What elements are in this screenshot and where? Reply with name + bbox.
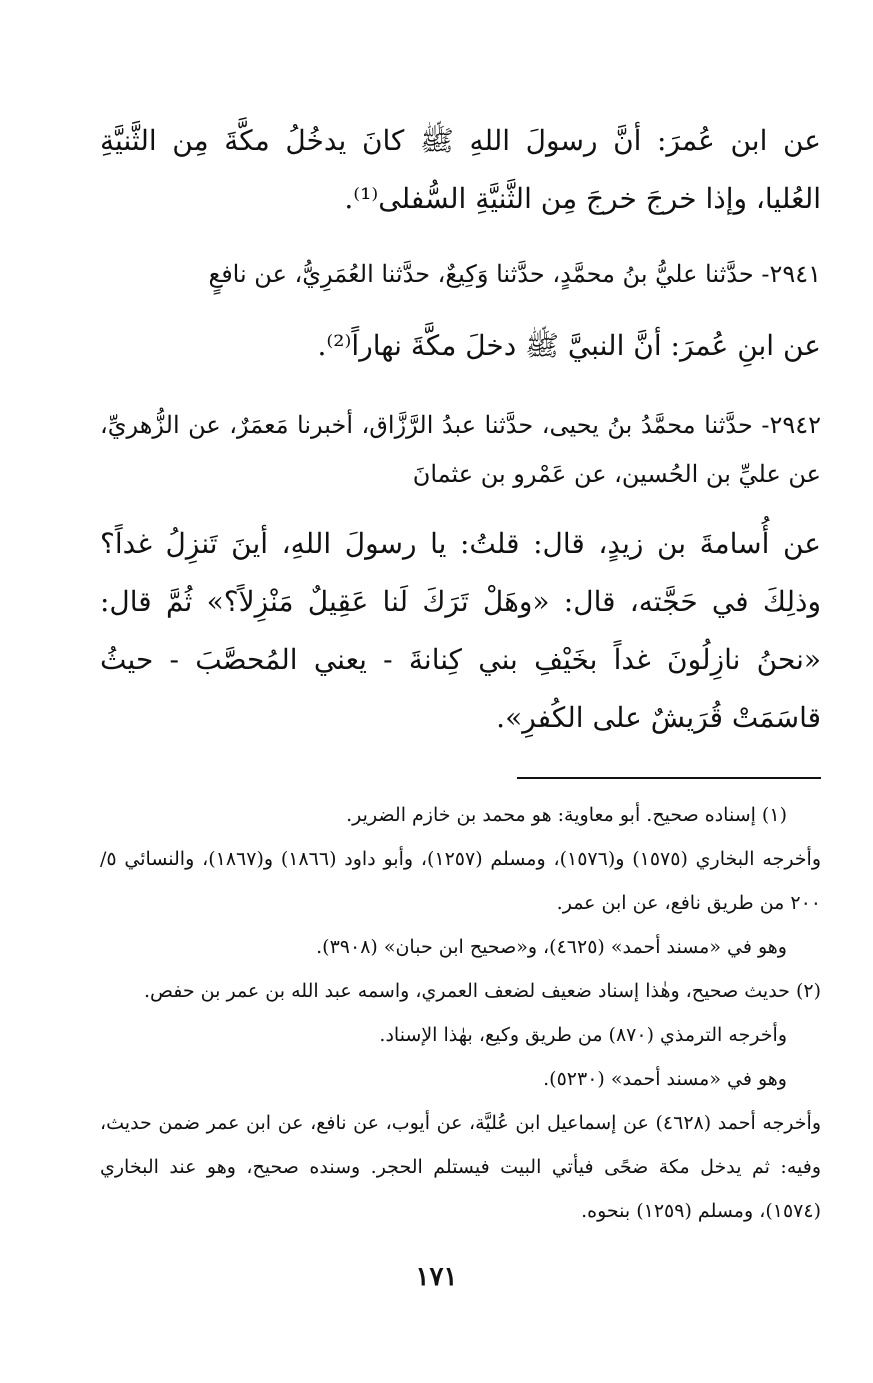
footnote-2-tirmidhi: وأخرجه الترمذي (٨٧٠) من طريق وكيع، بهٰذا الإسناد. bbox=[379, 1024, 787, 1046]
footnote-2-musnad: وهو في «مسند أحمد» (٥٢٣٠). bbox=[543, 1068, 787, 1090]
footnote-2-ahmad: وأخرجه أحمد (٤٦٢٨) عن إسماعيل ابن عُليَّة، عن أيوب، عن نافع، عن ابن عمر ضمن حديث، وفيه: ثم يدخل مكة ضحًى فيأتي البيت فيستلم الحجر. وسنده صحيح، وهو عند البخاري (١٥٧٤)، ومسلم (١٢٥٩) بنحوه. bbox=[100, 1112, 821, 1222]
isnad-2942: ٢٩٤٢- حدَّثنا محمَّدُ بنُ يحيى، حدَّثنا عبدُ الرَّزَّاق، أخبرنا مَعمَرٌ، عن الزُّهريِّ، عن عليِّ بن الحُسين، عن عَمْرو بن عثمانَ bbox=[100, 411, 821, 488]
footnote-1-musnad: وهو في «مسند أحمد» (٤٦٢٥)، و«صحيح ابن حبان» (٣٩٠٨). bbox=[316, 936, 787, 958]
page-number: ١٧١ bbox=[415, 1262, 458, 1292]
hadith-text-1: عن ابن عُمرَ: أنَّ رسولَ اللهِ ﷺ كانَ يدخُلُ مكَّةَ مِن الثَّنيَّةِ العُليا، وإذا خرجَ خرجَ مِن الثَّنيَّةِ السُّفلى⁽¹⁾. bbox=[100, 124, 821, 215]
hadith-text-2942: عن أُسامةَ بن زيدٍ، قال: قلتُ: يا رسولَ اللهِ، أينَ تَنزِلُ غداً؟ وذلِكَ في حَجَّته، قال: «وهَلْ تَرَكَ لَنا عَقِيلٌ مَنْزِلاً؟» ثُمَّ قال: «نحنُ نازِلُونَ غداً بخَيْفِ بني كِنانةَ - يعني المُحصَّبَ - حيثُ قاسَمَتْ قُرَيشٌ على الكُفرِ». bbox=[100, 527, 821, 734]
footnote-1-takhrij: وأخرجه البخاري (١٥٧٥) و(١٥٧٦)، ومسلم (١٢٥٧)، وأبو داود (١٨٦٦) و(١٨٦٧)، والنسائي ٥/ ٢٠٠ من طريق نافع، عن ابن عمر. bbox=[100, 848, 821, 914]
isnad-2941: ٢٩٤١- حدَّثنا عليُّ بنُ محمَّدٍ، حدَّثنا وَكِيعٌ، حدَّثنا العُمَرِيُّ، عن نافعٍ bbox=[208, 260, 821, 288]
hadith-text-2941: عن ابنِ عُمرَ: أنَّ النبيَّ ﷺ دخلَ مكَّةَ نهاراً⁽²⁾. bbox=[317, 329, 821, 362]
footnote-2: (٢) حديث صحيح، وهٰذا إسناد ضعيف لضعف العمري، واسمه عبد الله بن عمر بن حفص. bbox=[143, 980, 821, 1002]
footnote-1: (١) إسناده صحيح. أبو معاوية: هو محمد بن خازم الضرير. bbox=[346, 804, 787, 826]
footnote-divider bbox=[517, 777, 821, 779]
